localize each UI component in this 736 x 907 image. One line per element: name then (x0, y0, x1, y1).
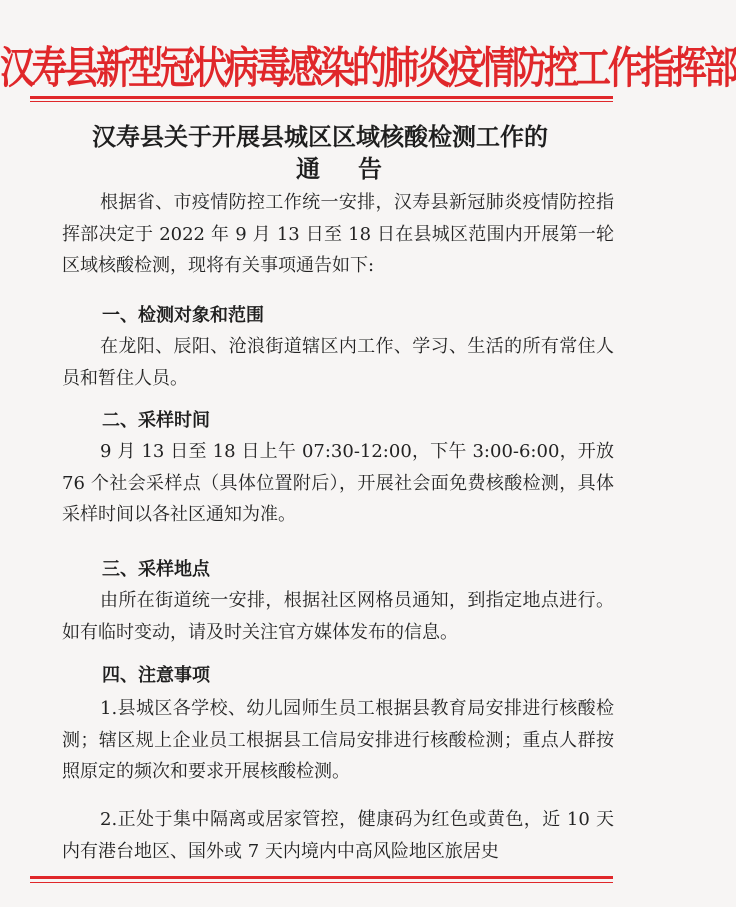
header-red-rule-thin (30, 101, 613, 102)
section-1-paragraph: 在龙阳、辰阳、沧浪街道辖区内工作、学习、生活的所有常住人员和暂住人员。 (62, 336, 614, 389)
section-4-paragraph-1: 1.县城区各学校、幼儿园师生员工根据县教育局安排进行核酸检测；辖区规上企业员工根据县工信局安排进行核酸检测；重点人群按照原定的频次和要求开展核酸检测。 (62, 698, 614, 783)
section-heading-4: 四、注意事项 (102, 665, 210, 686)
notice-title-line1: 汉寿县关于开展县城区区域核酸检测工作的 (92, 123, 548, 151)
header-red-rule (30, 96, 613, 99)
section-heading-2: 二、采样时间 (102, 410, 210, 431)
intro-paragraph: 根据省、市疫情防控工作统一安排，汉寿县新冠肺炎疫情防控指挥部决定于 2022 年 9 月 13 日至 18 日在县城区范围内开展第一轮区域核酸检测，现将有关事项通告如下: (62, 192, 614, 277)
section-3-paragraph: 由所在街道统一安排，根据社区网格员通知，到指定地点进行。如有临时变动，请及时关注官方媒体发布的信息。 (62, 590, 614, 643)
issuing-authority-header: 汉寿县新型冠状病毒感染的肺炎疫情防控工作指挥部 (0, 42, 736, 94)
section-4-paragraph-2: 2.正处于集中隔离或居家管控，健康码为红色或黄色，近 10 天内有港台地区、国外或 7 天内境内中高风险地区旅居史 (62, 809, 614, 862)
footer-red-rule (30, 876, 613, 879)
notice-title-line2: 通告 (296, 155, 420, 183)
section-heading-1: 一、检测对象和范围 (102, 305, 264, 326)
section-2-paragraph: 9 月 13 日至 18 日上午 07:30-12:00，下午 3:00-6:00，开放 76 个社会采样点（具体位置附后），开展社会面免费核酸检测，具体采样时间以各社区通知为准。 (62, 441, 614, 526)
section-heading-3: 三、采样地点 (102, 559, 210, 580)
footer-red-rule-thin (30, 882, 613, 883)
